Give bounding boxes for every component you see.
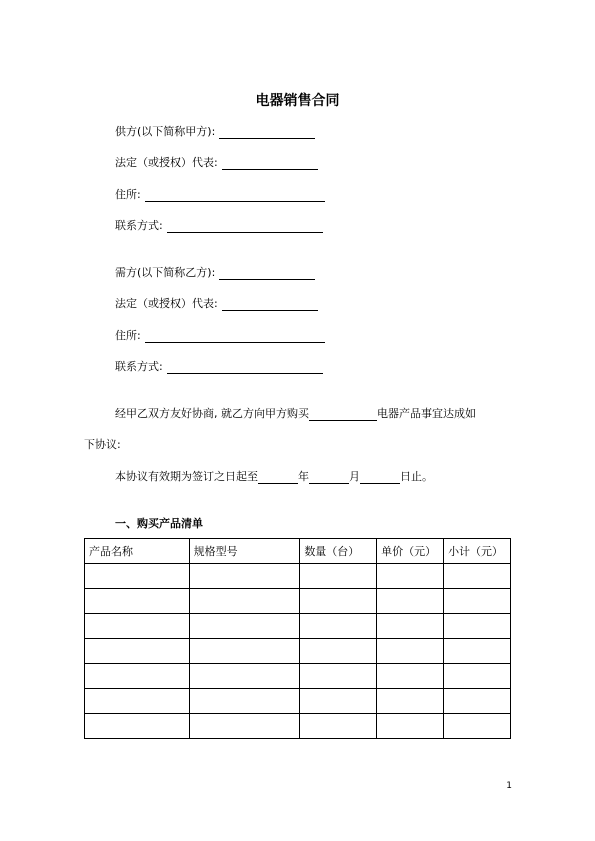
supplier-rep-blank[interactable]: [222, 157, 318, 170]
supplier-address-blank[interactable]: [145, 189, 325, 202]
supplier-contact-blank[interactable]: [167, 220, 323, 233]
supplier-name-field: [115, 125, 315, 139]
table-cell[interactable]: [85, 714, 190, 739]
table-cell[interactable]: [444, 664, 511, 689]
validity-month-label: 月: [349, 470, 360, 483]
table-row: [85, 589, 511, 614]
supplier-address-label: 住所:: [115, 188, 141, 201]
header-product-name: 产品名称: [85, 539, 190, 564]
agreement-line-2: [84, 438, 121, 452]
table-cell[interactable]: [189, 614, 300, 639]
agreement-text-part1: 经甲乙双方友好协商, 就乙方向甲方购买: [115, 407, 309, 420]
product-type-blank[interactable]: [309, 408, 377, 421]
table-cell[interactable]: [377, 639, 444, 664]
supplier-rep-field: [115, 156, 318, 170]
buyer-address-blank[interactable]: [145, 330, 325, 343]
buyer-rep-blank[interactable]: [222, 298, 318, 311]
agreement-text-part3: 下协议:: [84, 438, 121, 451]
validity-day-blank[interactable]: [360, 471, 400, 484]
validity-line: [115, 470, 433, 484]
table-cell[interactable]: [444, 689, 511, 714]
table-cell[interactable]: [189, 564, 300, 589]
agreement-text-part2: 电器产品事宜达成如: [377, 407, 476, 420]
table-cell[interactable]: [444, 714, 511, 739]
validity-year-blank[interactable]: [258, 471, 298, 484]
page-number: 1: [506, 781, 512, 791]
table-cell[interactable]: [189, 664, 300, 689]
table-cell[interactable]: [444, 589, 511, 614]
table-cell[interactable]: [189, 639, 300, 664]
validity-prefix: 本协议有效期为签订之日起至: [115, 470, 258, 483]
table-row: [85, 639, 511, 664]
buyer-contact-label: 联系方式:: [115, 360, 163, 373]
table-cell[interactable]: [300, 664, 377, 689]
table-cell[interactable]: [300, 614, 377, 639]
supplier-name-blank[interactable]: [219, 126, 315, 139]
buyer-name-label: 需方(以下简称乙方):: [115, 266, 216, 279]
buyer-contact-blank[interactable]: [167, 361, 323, 374]
table-cell[interactable]: [444, 614, 511, 639]
buyer-name-blank[interactable]: [219, 267, 315, 280]
table-cell[interactable]: [300, 564, 377, 589]
table-cell[interactable]: [189, 714, 300, 739]
table-row: [85, 689, 511, 714]
table-row: [85, 664, 511, 689]
document-title: 电器销售合同: [255, 93, 340, 109]
table-row: [85, 714, 511, 739]
table-cell[interactable]: [85, 639, 190, 664]
table-cell[interactable]: [300, 639, 377, 664]
table-cell[interactable]: [377, 714, 444, 739]
validity-year-label: 年: [298, 470, 309, 483]
buyer-address-field: [115, 329, 325, 343]
table-row: [85, 614, 511, 639]
table-cell[interactable]: [300, 689, 377, 714]
table-cell[interactable]: [189, 689, 300, 714]
buyer-name-field: [115, 266, 315, 280]
table-cell[interactable]: [189, 589, 300, 614]
header-unit-price: 单价（元）: [377, 539, 444, 564]
buyer-rep-label: 法定（或授权）代表:: [115, 297, 218, 310]
table-header-row: [85, 539, 511, 564]
header-quantity: 数量（台）: [300, 539, 377, 564]
table-cell[interactable]: [444, 639, 511, 664]
table-cell[interactable]: [85, 664, 190, 689]
table-cell[interactable]: [377, 589, 444, 614]
table-cell[interactable]: [377, 664, 444, 689]
header-subtotal: 小计（元）: [444, 539, 511, 564]
table-cell[interactable]: [85, 689, 190, 714]
supplier-name-label: 供方(以下简称甲方):: [115, 125, 216, 138]
table-cell[interactable]: [377, 564, 444, 589]
header-spec-model: 规格型号: [189, 539, 300, 564]
table-cell[interactable]: [377, 614, 444, 639]
validity-month-blank[interactable]: [309, 471, 349, 484]
buyer-address-label: 住所:: [115, 329, 141, 342]
table-cell[interactable]: [444, 564, 511, 589]
buyer-contact-field: [115, 360, 323, 374]
supplier-contact-field: [115, 219, 323, 233]
table-cell[interactable]: [85, 614, 190, 639]
table-body: [85, 564, 511, 739]
table-cell[interactable]: [85, 589, 190, 614]
table-row: [85, 564, 511, 589]
table-cell[interactable]: [377, 689, 444, 714]
table-cell[interactable]: [300, 589, 377, 614]
validity-suffix: 日止。: [400, 470, 433, 483]
table-cell[interactable]: [85, 564, 190, 589]
table-cell[interactable]: [300, 714, 377, 739]
section-1-heading: 一、购买产品清单: [115, 517, 203, 530]
product-list-table: [84, 538, 511, 739]
agreement-line-1: [115, 407, 476, 421]
supplier-contact-label: 联系方式:: [115, 219, 163, 232]
supplier-address-field: [115, 188, 325, 202]
buyer-rep-field: [115, 297, 318, 311]
supplier-rep-label: 法定（或授权）代表:: [115, 156, 218, 169]
